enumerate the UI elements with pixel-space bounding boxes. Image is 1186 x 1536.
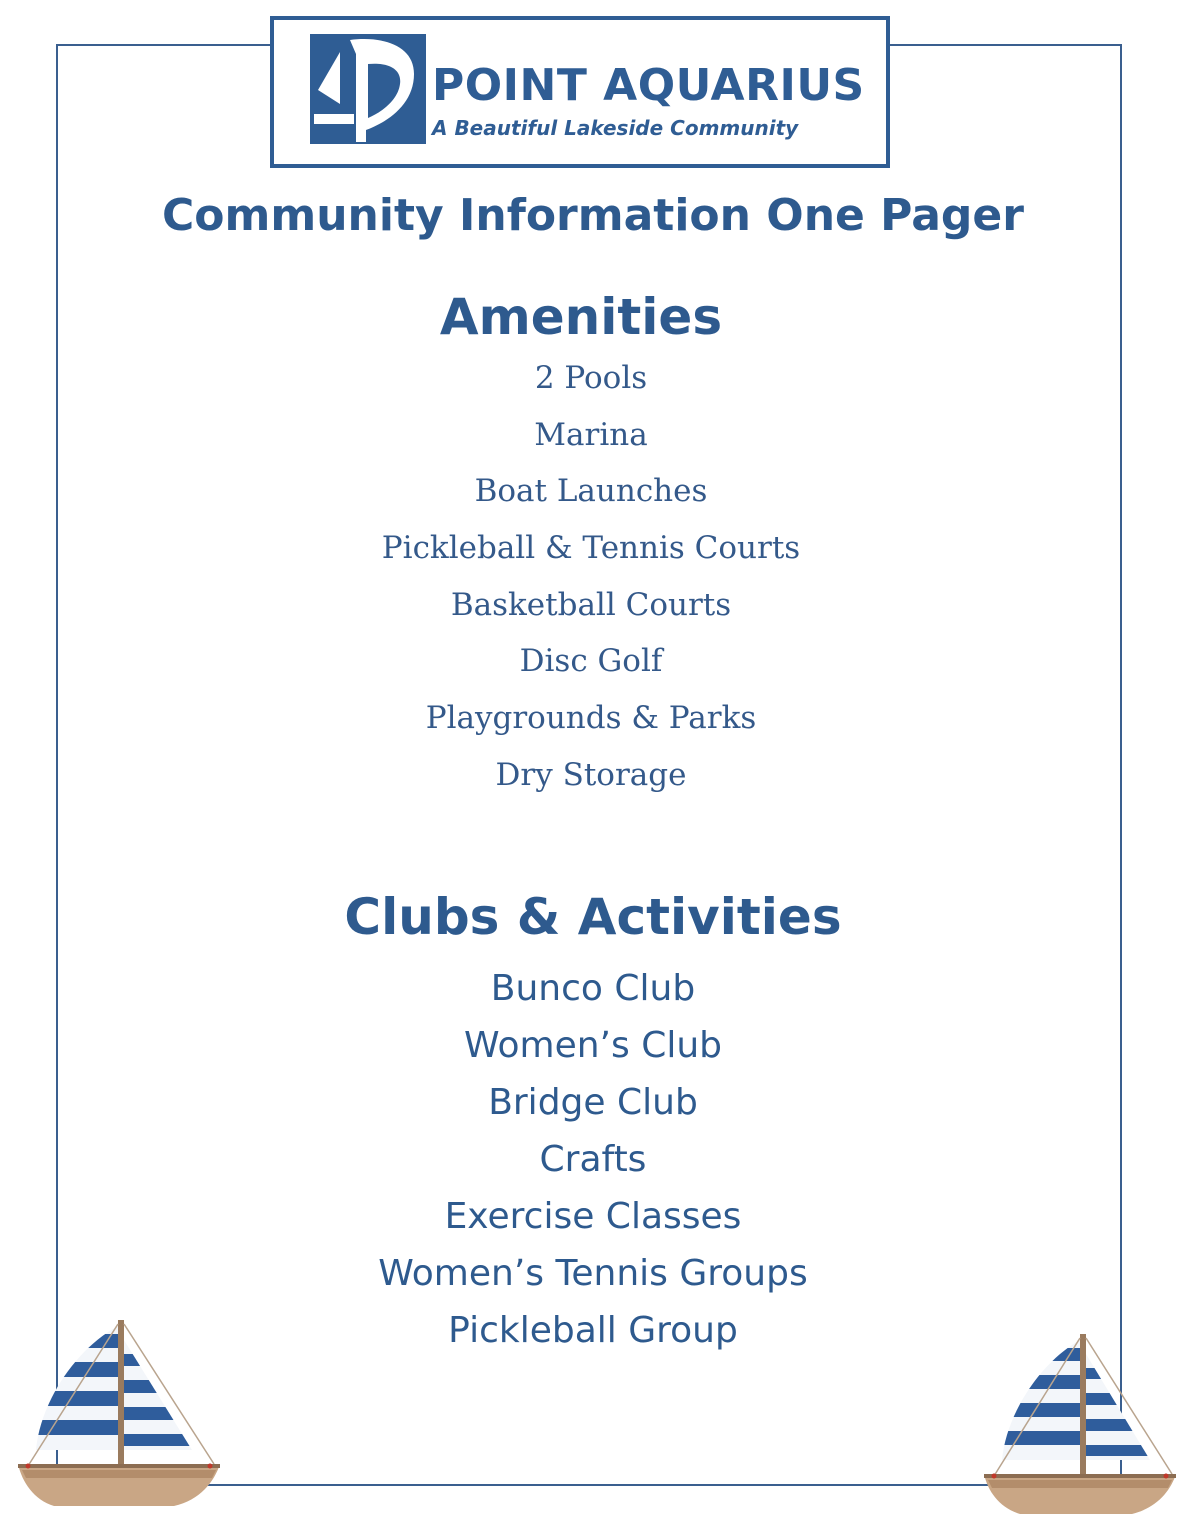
amenity-item: Pickleball & Tennis Courts <box>381 530 801 567</box>
club-item: Pickleball Group <box>448 1310 738 1351</box>
sail-logo-icon <box>310 34 426 144</box>
sailboat-icon <box>982 1330 1178 1530</box>
club-item: Women’s Club <box>464 1025 722 1066</box>
club-item: Women’s Tennis Groups <box>378 1253 808 1294</box>
amenity-item: 2 Pools <box>534 360 648 396</box>
amenity-item: Marina <box>534 416 648 453</box>
amenity-item: Boat Launches <box>474 473 708 510</box>
amenities-list <box>0 356 1184 810</box>
amenity-item: Disc Golf <box>519 643 663 680</box>
amenity-item: Basketball Courts <box>450 586 732 623</box>
amenities-heading: Amenities <box>439 288 723 346</box>
logo-tagline: A Beautiful Lakeside Community <box>432 116 799 140</box>
page-title: Community Information One Pager <box>162 190 1024 241</box>
clubs-list <box>0 962 1186 1361</box>
logo-banner <box>270 16 890 168</box>
logo-name: POINT AQUARIUS <box>432 60 865 111</box>
club-item: Bunco Club <box>490 968 696 1009</box>
sailboat-icon <box>14 1314 224 1524</box>
club-item: Bridge Club <box>488 1082 698 1123</box>
clubs-heading: Clubs & Activities <box>344 888 842 946</box>
club-item: Exercise Classes <box>444 1196 742 1237</box>
club-item: Crafts <box>539 1139 647 1180</box>
amenity-item: Playgrounds & Parks <box>425 700 757 737</box>
amenity-item: Dry Storage <box>495 756 687 793</box>
